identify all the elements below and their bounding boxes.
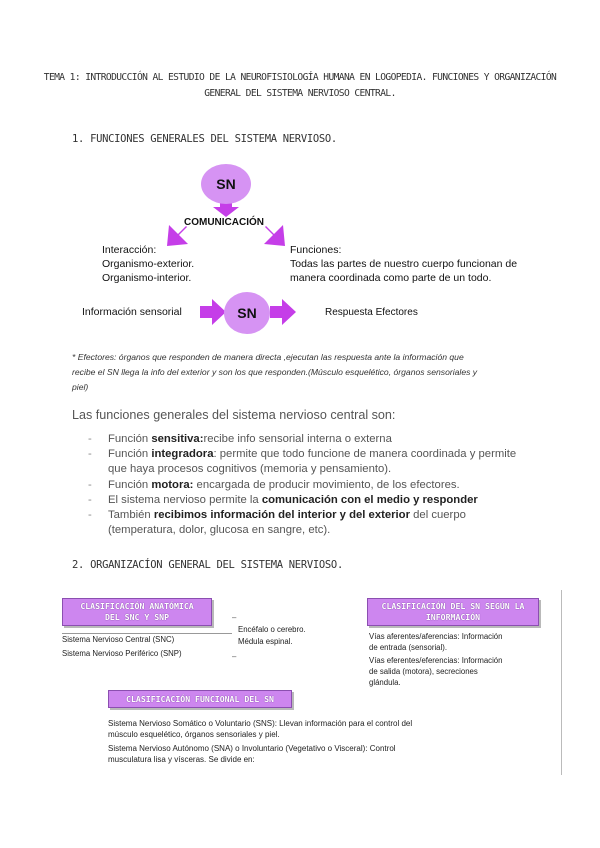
note-line-2: recibe el SN llega la info del exterior y son los que responden.(Músculo esquelético, órganos sensoriales y	[72, 367, 478, 377]
comunicacion-label: COMUNICACIÓN	[184, 217, 264, 228]
funciones-line-3: manera coordinada como parte de un todo.	[290, 272, 492, 284]
list-item: - El sistema nervioso permite la comunicación con el medio y responder	[88, 493, 478, 506]
sna-block	[108, 743, 498, 765]
list-item: - También recibimos información del interior y del exterior del cuerpo (temperatura, dolor, glucosa en sangre, etc).	[88, 509, 466, 537]
dash-mark-1: –	[232, 613, 237, 622]
snp-label: Sistema Nervioso Periférico (SNP)	[62, 649, 182, 658]
interaccion-line-2: Organismo-exterior.	[102, 258, 195, 270]
sns-line-1: Sistema Nervioso Somático o Voluntario (SNS): Llevan información para el control del	[108, 719, 413, 728]
aferentes-block	[369, 631, 502, 653]
arrow-right-1	[200, 299, 226, 325]
respuesta-label: Respuesta Efectores	[325, 307, 418, 318]
title-line-2: GENERAL DEL SISTEMA NERVIOSO CENTRAL.	[204, 88, 396, 99]
title-line-1: TEMA 1: INTRODUCCIÓN AL ESTUDIO DE LA NEUROFISIOLOGÍA HUMANA EN LOGOPEDIA. FUNCIONES Y ORGANIZACIÓN	[43, 72, 557, 83]
note-line-3: piel)	[72, 382, 89, 392]
box-clasificacion-funcional: CLASIFICACIÓN FUNCIONAL DEL SN	[108, 690, 292, 708]
divider	[561, 590, 562, 775]
sna-line-2: musculatura lisa y vísceras. Se divide en:	[108, 755, 255, 764]
box-clasificacion-informacion	[367, 598, 539, 626]
eferentes-line-1: Vías eferentes/eferencias: Información	[369, 656, 503, 665]
interaccion-line-1: Interacción:	[102, 244, 157, 256]
aferentes-line-1: Vías aferentes/aferencias: Información	[369, 632, 503, 641]
funciones-line-2: Todas las partes de nuestro cuerpo funcionan de	[290, 258, 518, 270]
box-clasificacion-anatomica	[62, 598, 212, 626]
box-informacion-line-2: INFORMACIÓN	[425, 612, 481, 622]
sns-block	[108, 718, 498, 740]
sns-line-2: músculo esquelético, órganos sensoriales y piel.	[108, 730, 280, 739]
funciones-list	[88, 432, 528, 538]
medula-label: Médula espinal.	[238, 637, 293, 646]
note-line-1: * Efectores: órganos que responden de manera directa ,ejecutan las respuesta ante la información que	[72, 352, 464, 362]
sn-node-top: SN	[201, 164, 251, 204]
sna-line-1: Sistema Nervioso Autónomo (SNA) o Involuntario (Vegetativo o Visceral): Control	[108, 744, 396, 753]
eferentes-line-3: glándula.	[369, 678, 401, 687]
snc-label: Sistema Nervioso Central (SNC)	[62, 635, 175, 644]
box-anatomica-line-1: CLASIFICACIÓN ANATÓMICA	[80, 601, 194, 611]
sn-node-mid: SN	[224, 292, 270, 334]
funciones-block	[290, 243, 517, 285]
arrow-right-down	[264, 225, 285, 246]
arrow-right-2	[270, 299, 296, 325]
eferentes-block	[369, 655, 502, 688]
section-2-heading: 2. ORGANIZACÍON GENERAL DEL SISTEMA NERVIOSO.	[72, 559, 343, 571]
box-anatomica-line-2: DEL SNC Y SNP	[104, 612, 170, 622]
encefalo-label: Encéfalo o cerebro.	[238, 625, 306, 634]
efectores-note	[72, 350, 542, 395]
dash-mark-2: –	[232, 652, 237, 661]
funciones-line-1: Funciones:	[290, 244, 342, 256]
intro-text: Las funciones generales del sistema nervioso central son:	[72, 408, 396, 422]
list-item: - Función sensitiva:recibe info sensorial interna o externa	[88, 433, 392, 445]
eferentes-line-2: de salida (motora), secreciones	[369, 667, 478, 676]
list-item: - Función integradora: permite que todo funcione de manera coordinada y permite que haya procesos cognitivos (memoria y pensamiento).	[88, 448, 517, 476]
box-informacion-line-1: CLASIFICACIÓN DEL SN SEGÚN LA	[381, 601, 525, 611]
list-item: - Función motora: encargada de producir movimiento, de los efectores.	[88, 478, 460, 491]
info-sensorial-label: Información sensorial	[82, 306, 182, 318]
interaccion-line-3: Organismo-interior.	[102, 272, 192, 284]
interaccion-block	[102, 243, 194, 285]
section-1-heading: 1. FUNCIONES GENERALES DEL SISTEMA NERVIOSO.	[72, 133, 337, 145]
aferentes-line-2: de entrada (sensorial).	[369, 643, 448, 652]
